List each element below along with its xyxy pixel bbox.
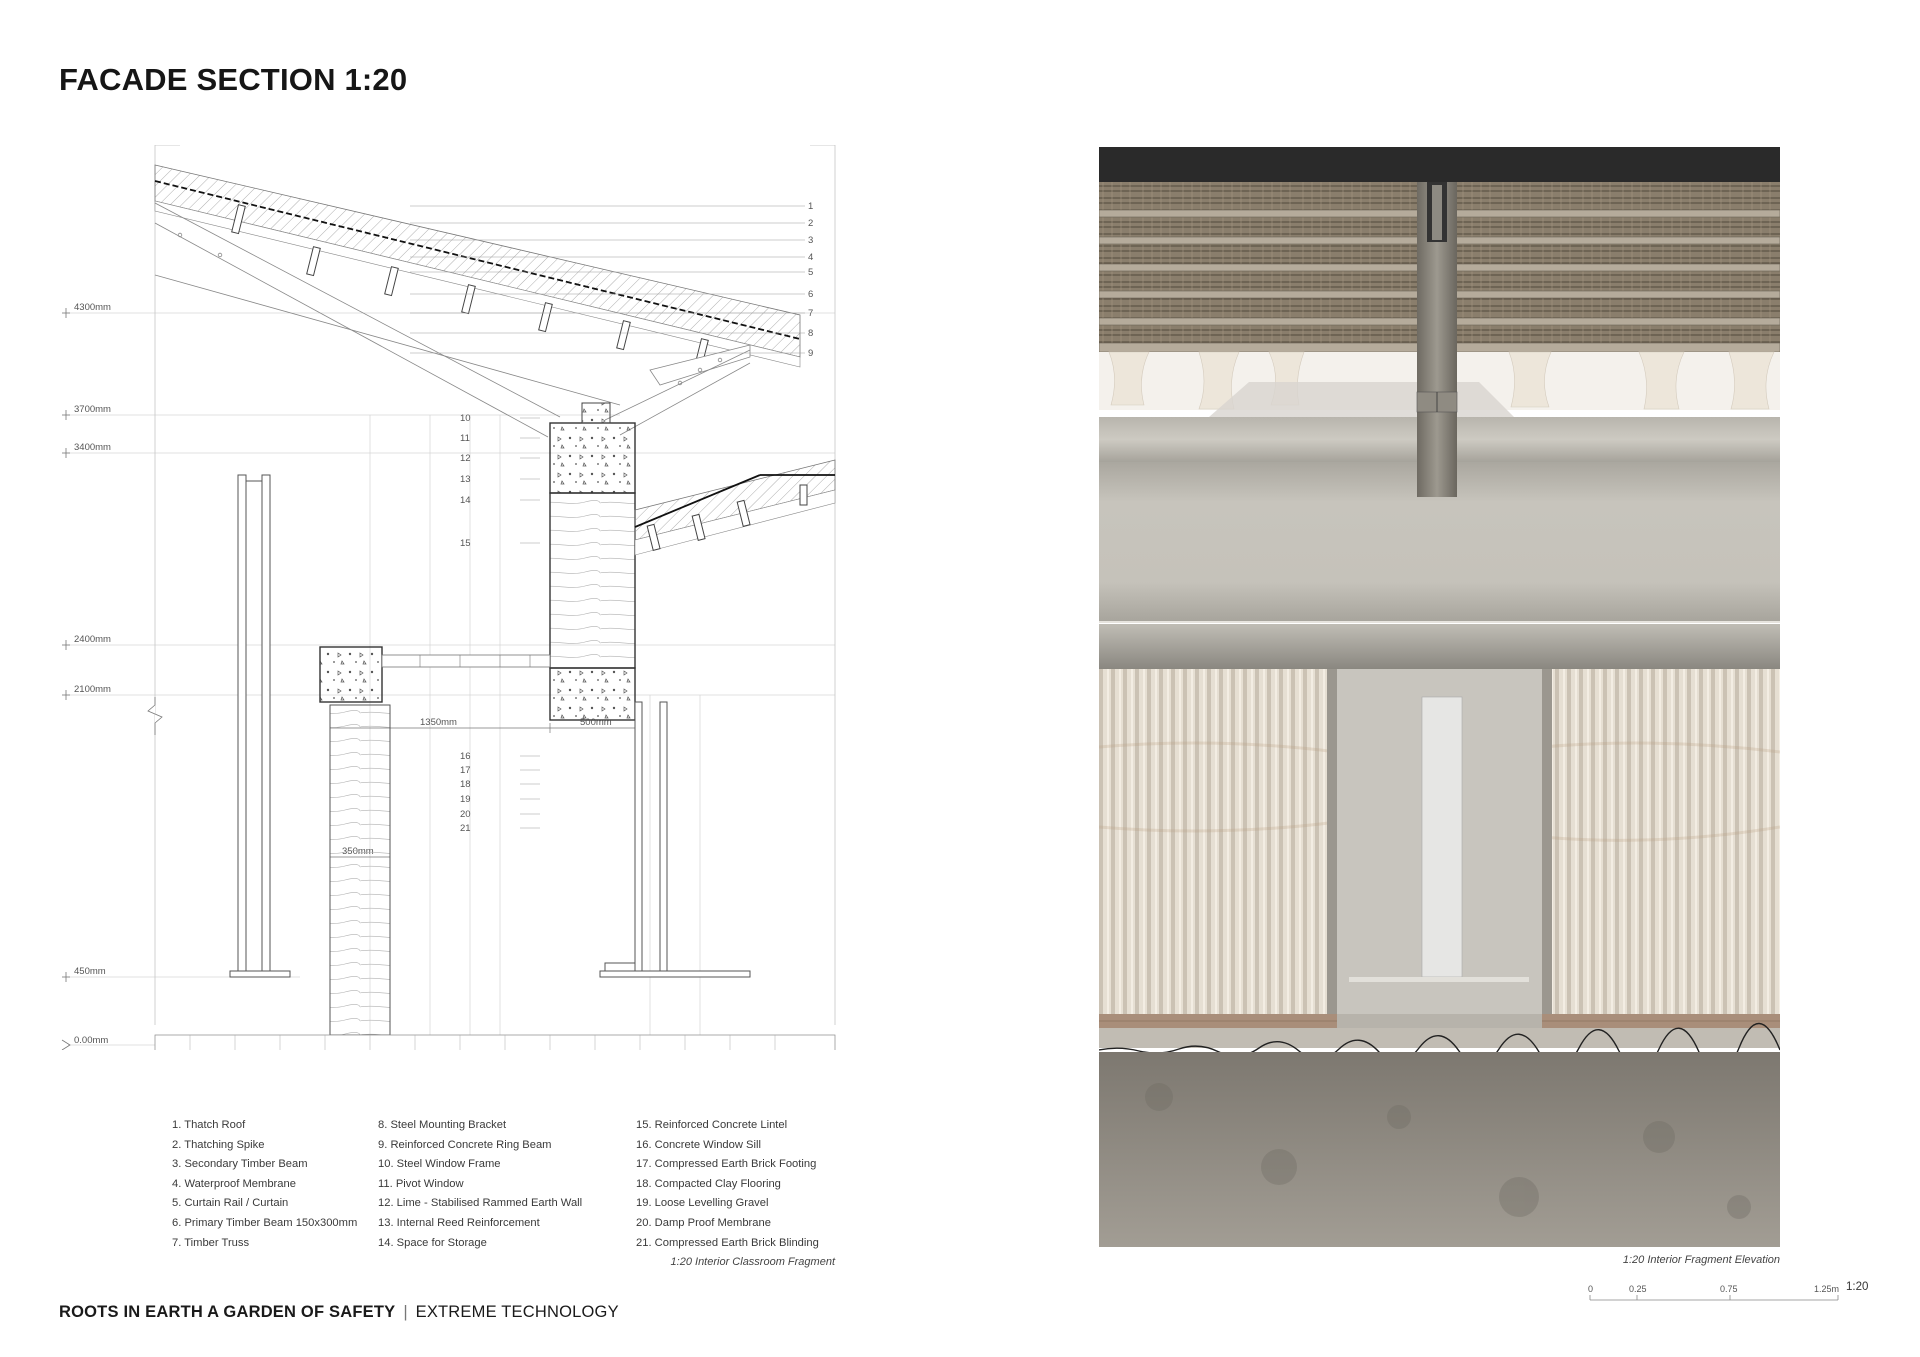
rammed-earth-wall-upper xyxy=(550,493,635,668)
scale-label-025: 0.25 xyxy=(1629,1284,1647,1294)
callout-number: 19 xyxy=(460,794,471,805)
legend-item: 7. Timber Truss xyxy=(172,1236,250,1249)
legend-item: 11. Pivot Window xyxy=(378,1177,464,1190)
legend-column-1 xyxy=(172,1116,357,1253)
legend-column-2 xyxy=(378,1116,582,1253)
legend-item: 18. Compacted Clay Flooring xyxy=(636,1177,781,1190)
callout-number: 20 xyxy=(460,809,471,820)
callout-number: 4 xyxy=(808,252,814,263)
lintel-face xyxy=(1099,624,1780,669)
scale-label-125: 1.25m xyxy=(1814,1284,1840,1294)
level-markers xyxy=(62,308,70,1050)
floor-buildup xyxy=(155,1035,835,1050)
legend-item: 14. Space for Storage xyxy=(378,1236,487,1249)
callout-number: 8 xyxy=(808,328,814,339)
legend-item: 8. Steel Mounting Bracket xyxy=(378,1119,507,1131)
pivot-window xyxy=(1422,697,1462,977)
left-pleated-wall xyxy=(1099,669,1337,1014)
callout-number: 9 xyxy=(808,348,814,359)
scale-label-075: 0.75 xyxy=(1720,1284,1738,1294)
legend-item: 6. Primary Timber Beam 150x300mm xyxy=(172,1216,358,1229)
ring-beam xyxy=(550,403,635,493)
timber-post xyxy=(1417,182,1457,497)
ground-earth xyxy=(1099,1052,1780,1247)
floor-layer xyxy=(1099,1028,1780,1048)
callout-number: 11 xyxy=(460,433,470,444)
legend-item: 5. Curtain Rail / Curtain xyxy=(172,1197,289,1210)
lower-roof xyxy=(635,460,835,555)
project-footer xyxy=(59,1303,619,1322)
project-subtitle: EXTREME TECHNOLOGY xyxy=(415,1303,619,1321)
legend-item: 12. Lime - Stabilised Rammed Earth Wall xyxy=(378,1197,583,1210)
scale-label-0: 0 xyxy=(1588,1284,1594,1294)
callout-number: 16 xyxy=(460,751,471,762)
callout-number: 17 xyxy=(460,765,471,776)
dim-1350: 1350mm xyxy=(420,717,457,728)
callout-number: 21 xyxy=(460,823,471,834)
callout-number: 12 xyxy=(460,453,471,464)
callout-number: 6 xyxy=(808,289,814,300)
left-beam xyxy=(320,647,550,702)
ring-beam-top xyxy=(1209,382,1519,422)
callout-number: 5 xyxy=(808,267,814,278)
facade-section-drawing xyxy=(60,145,850,1050)
project-title: ROOTS IN EARTH A GARDEN OF SAFETY xyxy=(59,1303,396,1321)
legend-column-3 xyxy=(636,1116,819,1253)
callout-number: 2 xyxy=(808,218,814,229)
callout-number: 13 xyxy=(460,474,471,485)
legend-item: 9. Reinforced Concrete Ring Beam xyxy=(378,1138,552,1151)
legend-item: 3. Secondary Timber Beam xyxy=(172,1158,308,1171)
callout-number: 7 xyxy=(808,308,814,319)
level-0: 0.00mm xyxy=(74,1035,109,1046)
legend-item: 4. Waterproof Membrane xyxy=(172,1177,296,1190)
section-caption: 1:20 Interior Classroom Fragment xyxy=(670,1256,835,1268)
callout-number: 1 xyxy=(808,201,814,212)
level-3700: 3700mm xyxy=(74,404,111,415)
level-450: 450mm xyxy=(74,966,106,977)
callout-number: 10 xyxy=(460,413,471,424)
callout-number: 14 xyxy=(460,495,471,506)
callout-number: 18 xyxy=(460,779,471,790)
left-window-frame xyxy=(230,475,290,977)
elevation-caption: 1:20 Interior Fragment Elevation xyxy=(1622,1254,1780,1266)
legend-item: 2. Thatching Spike xyxy=(172,1138,265,1151)
right-pleated-wall xyxy=(1542,669,1780,1014)
legend-item: 17. Compressed Earth Brick Footing xyxy=(636,1158,817,1171)
main-roof xyxy=(155,165,800,368)
legend-item: 1. Thatch Roof xyxy=(172,1119,246,1131)
level-lines xyxy=(68,313,835,1045)
legend-item: 19. Loose Levelling Gravel xyxy=(636,1197,769,1210)
concrete-lintel xyxy=(550,668,635,720)
dim-500: 500mm xyxy=(580,717,612,728)
scale-ratio: 1:20 xyxy=(1846,1281,1869,1293)
legend-item: 21. Compressed Earth Brick Blinding xyxy=(636,1236,819,1249)
interior-elevation-render xyxy=(1099,147,1780,1247)
break-symbol xyxy=(148,697,162,735)
callout-number: 3 xyxy=(808,235,814,246)
legend-item: 10. Steel Window Frame xyxy=(378,1158,501,1171)
level-2400: 2400mm xyxy=(74,634,111,645)
right-window-frame xyxy=(600,702,750,977)
level-3400: 3400mm xyxy=(74,442,111,453)
legend-item: 20. Damp Proof Membrane xyxy=(636,1216,771,1229)
page-title: FACADE SECTION 1:20 xyxy=(59,62,408,97)
legend-item: 16. Concrete Window Sill xyxy=(636,1138,761,1151)
ceiling-band xyxy=(1099,147,1780,182)
legend-item: 13. Internal Reed Reinforcement xyxy=(378,1216,540,1229)
window-sill xyxy=(1349,977,1529,982)
level-4300: 4300mm xyxy=(74,302,111,313)
level-2100: 2100mm xyxy=(74,684,111,695)
callout-number: 15 xyxy=(460,538,471,549)
rammed-earth-wall-lower xyxy=(330,705,390,1035)
legend-item: 15. Reinforced Concrete Lintel xyxy=(636,1119,788,1131)
footer-separator: | xyxy=(403,1303,408,1321)
